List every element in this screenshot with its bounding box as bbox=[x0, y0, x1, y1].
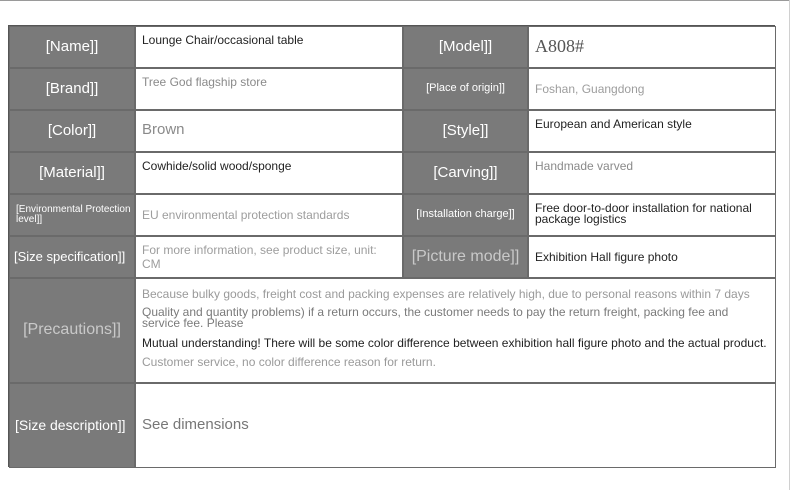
color-value: Brown bbox=[135, 110, 403, 152]
name-label: [Name]] bbox=[9, 26, 135, 68]
size-spec-label: [Size specification]] bbox=[9, 236, 135, 278]
environmental-label: [Environmental Protection level]] bbox=[9, 194, 135, 236]
material-value: Cowhide/solid wood/sponge bbox=[135, 152, 403, 194]
model-label: [Model]] bbox=[403, 26, 528, 68]
name-value: Lounge Chair/occasional table bbox=[135, 26, 403, 68]
style-value: European and American style bbox=[528, 110, 776, 152]
picture-mode-value: Exhibition Hall figure photo bbox=[528, 236, 776, 278]
installation-label: [Installation charge]] bbox=[403, 194, 528, 236]
size-description-value: See dimensions bbox=[135, 383, 776, 468]
product-spec-table bbox=[8, 25, 775, 467]
origin-label: [Place of origin]] bbox=[403, 68, 528, 110]
precautions-line: Customer service, no color difference reason for return. bbox=[142, 354, 436, 369]
size-description-label: [Size description]] bbox=[9, 383, 135, 468]
precautions-line: Because bulky goods, freight cost and packing expenses are relatively high, due to personal reasons within 7 days bbox=[142, 287, 750, 301]
size-spec-value: For more information, see product size, unit: CM bbox=[135, 236, 403, 278]
carving-label: [Carving]] bbox=[403, 152, 528, 194]
origin-value: Foshan, Guangdong bbox=[528, 68, 776, 110]
precautions-line: Quality and quantity problems) if a return occurs, the customer needs to pay the return freight, packing fee and service fee. Please bbox=[142, 305, 729, 331]
precautions-label: [Precautions]] bbox=[9, 278, 135, 383]
installation-value: Free door-to-door installation for national package logistics bbox=[528, 194, 776, 236]
model-value: A808# bbox=[528, 26, 776, 68]
style-label: [Style]] bbox=[403, 110, 528, 152]
precautions-line: Mutual understanding! There will be some color difference between exhibition hall figure photo and the actual product. bbox=[142, 335, 767, 350]
environmental-value: EU environmental protection standards bbox=[135, 194, 403, 236]
top-border-line bbox=[0, 0, 790, 1]
carving-value: Handmade varved bbox=[528, 152, 776, 194]
precautions-text bbox=[135, 278, 776, 383]
brand-value: Tree God flagship store bbox=[135, 68, 403, 110]
color-label: [Color]] bbox=[9, 110, 135, 152]
material-label: [Material]] bbox=[9, 152, 135, 194]
picture-mode-label: [Picture mode]] bbox=[403, 236, 528, 278]
brand-label: [Brand]] bbox=[9, 68, 135, 110]
